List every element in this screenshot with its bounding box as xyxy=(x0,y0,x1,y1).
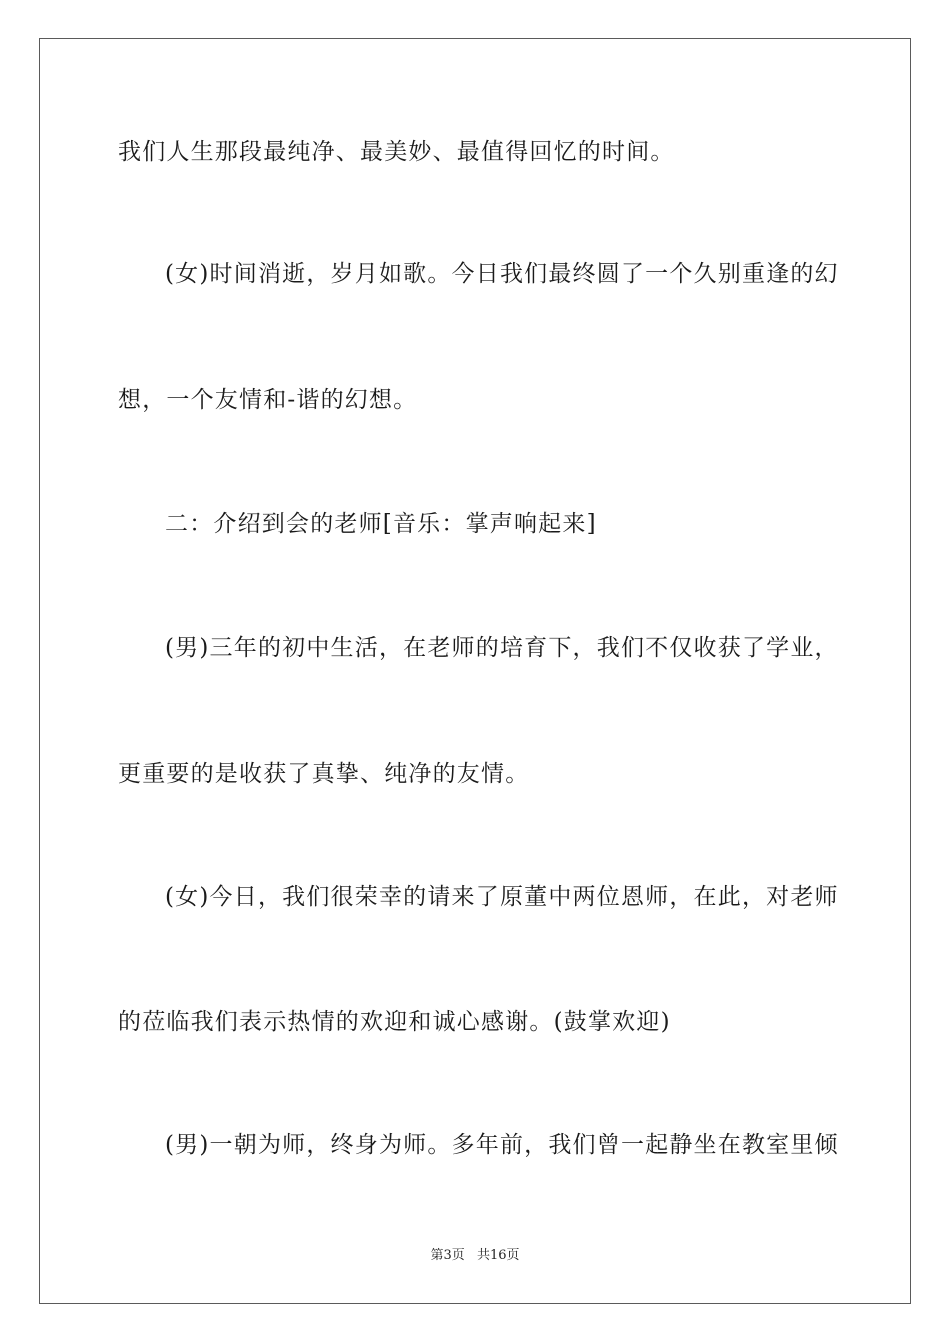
page-border xyxy=(39,38,911,1304)
text-line-6: 更重要的是收获了真挚、纯净的友情。 xyxy=(118,761,530,787)
page-footer xyxy=(0,1248,950,1264)
text-line-4: 二：介绍到会的老师[音乐：掌声响起来] xyxy=(165,511,597,537)
page-total: 共16页 xyxy=(476,1248,520,1263)
text-line-2: (女)时间消逝，岁月如歌。今日我们最终圆了一个久别重逢的幻 xyxy=(165,261,839,287)
text-line-8: 的莅临我们表示热情的欢迎和诚心感谢。(鼓掌欢迎) xyxy=(118,1009,671,1035)
text-line-5: (男)三年的初中生活，在老师的培育下，我们不仅收获了学业， xyxy=(165,635,839,661)
text-line-9: (男)一朝为师，终身为师。多年前，我们曾一起静坐在教室里倾 xyxy=(165,1132,839,1158)
text-line-7: (女)今日，我们很荣幸的请来了原董中两位恩师，在此，对老师 xyxy=(165,884,839,910)
page-number: 第3页 xyxy=(430,1248,465,1263)
text-line-1: 我们人生那段最纯净、最美妙、最值得回忆的时间。 xyxy=(118,139,675,165)
text-line-3: 想，一个友情和-谐的幻想。 xyxy=(118,387,418,413)
